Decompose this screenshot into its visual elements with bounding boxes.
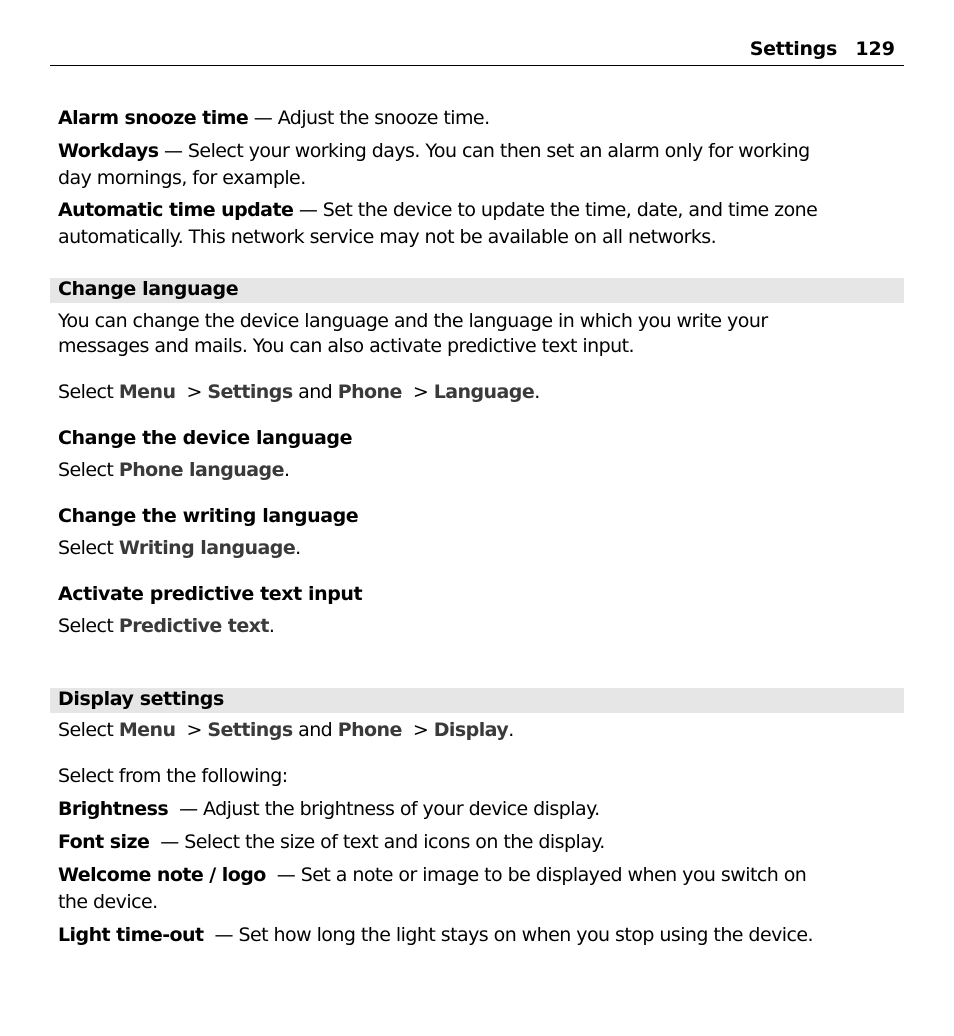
definition-welcome-note-cont — [58, 889, 908, 916]
term: Light time-out — [58, 924, 204, 946]
language-menu-path — [58, 379, 908, 406]
definition-automatic-time-update — [58, 197, 908, 224]
subheading-device-language: Change the device language — [58, 427, 353, 449]
definition-workdays — [58, 138, 908, 165]
path-separator: > — [175, 719, 208, 741]
settings-label: Settings — [207, 719, 293, 741]
phone-label: Phone — [337, 381, 402, 403]
select-text: Select — [58, 719, 119, 741]
instruction-device-language — [58, 457, 908, 484]
page-number: 129 — [855, 38, 895, 60]
term: Font size — [58, 831, 150, 853]
select-text: Select — [58, 537, 119, 559]
page-header — [50, 34, 904, 66]
section-title: Change language — [58, 278, 239, 300]
language-label: Language — [433, 381, 535, 403]
term: Brightness — [58, 798, 169, 820]
definition-text: the device. — [58, 891, 158, 913]
definition-automatic-time-update-cont — [58, 224, 908, 251]
intro-paragraph-line-1 — [58, 308, 908, 335]
paragraph-text: messages and mails. You can also activate predictive text input. — [58, 335, 635, 357]
definition-font-size — [58, 829, 908, 856]
path-separator: > — [401, 719, 434, 741]
running-header-title: Settings — [749, 38, 837, 60]
intro-paragraph-line-2 — [58, 333, 908, 360]
period: . — [268, 615, 275, 637]
definition-text: — Adjust the brightness of your device display. — [168, 798, 600, 820]
period: . — [508, 719, 514, 741]
definition-text: — Set the device to update the time, date, and time zone — [293, 199, 818, 221]
paragraph-text: You can change the device language and the language in which you write your — [58, 310, 768, 332]
path-separator: > — [175, 381, 208, 403]
display-label: Display — [433, 719, 509, 741]
definition-brightness — [58, 796, 908, 823]
select-text: Select — [58, 615, 119, 637]
term: Alarm snooze time — [58, 107, 249, 129]
predictive-text-label: Predictive text — [118, 615, 269, 637]
definition-text: — Select your working days. You can then set an alarm only for working — [158, 140, 810, 162]
term: Welcome note / logo — [58, 864, 266, 886]
definition-text: — Set how long the light stays on when you stop using the device. — [203, 924, 814, 946]
writing-language-label: Writing language — [118, 537, 296, 559]
settings-label: Settings — [207, 381, 293, 403]
definition-text: — Set a note or image to be displayed when you switch on — [265, 864, 807, 886]
term: Workdays — [58, 140, 159, 162]
period: . — [534, 381, 540, 403]
section-heading-display-settings — [50, 688, 904, 713]
path-separator: > — [401, 381, 434, 403]
select-from-following: Select from the following: — [58, 765, 288, 787]
display-menu-path — [58, 717, 908, 744]
section-title: Display settings — [58, 688, 224, 710]
menu-label: Menu — [118, 381, 176, 403]
subheading-writing-language: Change the writing language — [58, 505, 359, 527]
select-text: Select — [58, 459, 119, 481]
definition-text: — Adjust the snooze time. — [248, 107, 490, 129]
select-text: Select — [58, 381, 119, 403]
definition-light-timeout — [58, 922, 908, 949]
menu-label: Menu — [118, 719, 176, 741]
subheading-predictive-text: Activate predictive text input — [58, 583, 363, 605]
definition-text: day mornings, for example. — [58, 167, 306, 189]
and-text: and — [292, 719, 338, 741]
and-text: and — [292, 381, 338, 403]
definition-workdays-cont — [58, 165, 908, 192]
instruction-writing-language — [58, 535, 908, 562]
definition-text: — Select the size of text and icons on the display. — [149, 831, 605, 853]
term: Automatic time update — [58, 199, 294, 221]
definition-welcome-note — [58, 862, 908, 889]
phone-language-label: Phone language — [118, 459, 284, 481]
definition-text: automatically. This network service may not be available on all networks. — [58, 226, 717, 248]
instruction-predictive-text — [58, 613, 908, 640]
period: . — [295, 537, 301, 559]
period: . — [283, 459, 290, 481]
phone-label: Phone — [337, 719, 402, 741]
definition-alarm-snooze — [58, 105, 908, 132]
section-heading-change-language — [50, 278, 904, 303]
